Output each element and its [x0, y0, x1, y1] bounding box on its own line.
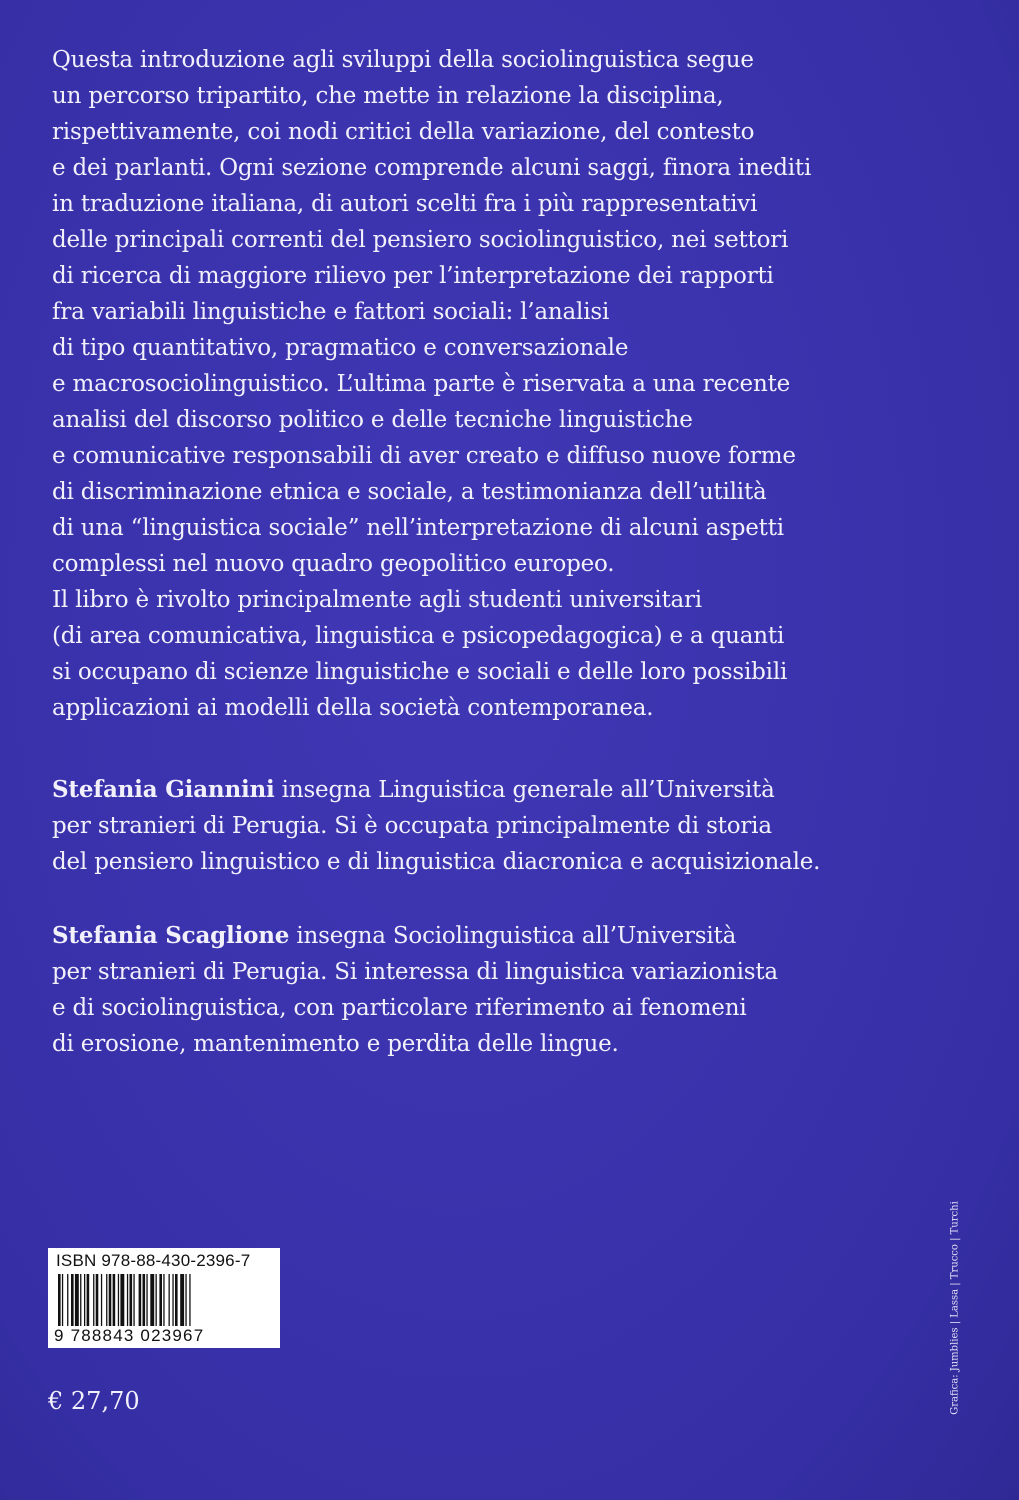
blurb-line: si occupano di scienze linguistiche e sociali e delle loro possibili: [52, 659, 788, 685]
design-credit-text: Grafica: Jumblies | Lassa | Trucco | Turchi: [949, 1201, 961, 1415]
blurb-line: un percorso tripartito, che mette in relazione la disciplina,: [52, 83, 724, 109]
author-bio-scaglione: [52, 918, 872, 1062]
blurb-line: (di area comunicativa, linguistica e psicopedagogica) e a quanti: [52, 623, 785, 649]
blurb-line: fra variabili linguistiche e fattori sociali: l’analisi: [52, 299, 610, 325]
blurb-text: [52, 42, 872, 726]
blurb-line: e macrosociolinguistico. L’ultima parte è riservata a una recente: [52, 371, 791, 397]
author-bio-line: di erosione, mantenimento e perdita delle lingue.: [52, 1031, 619, 1057]
author-bio-line: del pensiero linguistico e di linguistica diacronica e acquisizionale.: [52, 849, 821, 875]
author-bio-line: per stranieri di Perugia. Si interessa di linguistica variazionista: [52, 959, 778, 985]
isbn-number: ISBN 978-88-430-2396-7: [56, 1251, 251, 1270]
blurb-line: in traduzione italiana, di autori scelti fra i più rappresentativi: [52, 191, 758, 217]
blurb-line: di una “linguistica sociale” nell’interpretazione di alcuni aspetti: [52, 515, 784, 541]
barcode-icon: [56, 1274, 272, 1328]
blurb-line: Il libro è rivolto principalmente agli studenti universitari: [52, 587, 702, 613]
author-bio-text: insegna Linguistica generale all’Università: [274, 777, 775, 803]
author-bio-line: e di sociolinguistica, con particolare riferimento ai fenomeni: [52, 995, 747, 1021]
blurb-line: di discriminazione etnica e sociale, a testimonianza dell’utilità: [52, 479, 767, 505]
blurb-line: analisi del discorso politico e delle tecniche linguistiche: [52, 407, 693, 433]
blurb-line: complessi nel nuovo quadro geopolitico europeo.: [52, 551, 615, 577]
isbn-barcode-label: [48, 1248, 280, 1348]
blurb-line: delle principali correnti del pensiero sociolinguistico, nei settori: [52, 227, 789, 253]
price-label: € 27,70: [48, 1387, 140, 1415]
author-bio-text: insegna Sociolinguistica all’Università: [289, 923, 737, 949]
blurb-line: di ricerca di maggiore rilievo per l’interpretazione dei rapporti: [52, 263, 774, 289]
author-bio-giannini: [52, 772, 872, 880]
barcode-digits: 9 788843 023967: [54, 1326, 205, 1345]
design-credit: [944, 1198, 966, 1418]
blurb-line: di tipo quantitativo, pragmatico e conversazionale: [52, 335, 629, 361]
blurb-line: e comunicative responsabili di aver creato e diffuso nuove forme: [52, 443, 796, 469]
blurb-line: e dei parlanti. Ogni sezione comprende alcuni saggi, finora inediti: [52, 155, 812, 181]
author-bio-first-line: [52, 918, 872, 954]
blurb-line: Questa introduzione agli sviluppi della sociolinguistica segue: [52, 47, 754, 73]
blurb-line: applicazioni ai modelli della società contemporanea.: [52, 695, 654, 721]
author-name: Stefania Giannini: [52, 776, 275, 803]
author-bio-line: per stranieri di Perugia. Si è occupata principalmente di storia: [52, 813, 772, 839]
author-name: Stefania Scaglione: [52, 922, 290, 949]
author-bio-first-line: [52, 772, 872, 808]
blurb-line: rispettivamente, coi nodi critici della variazione, del contesto: [52, 119, 755, 145]
